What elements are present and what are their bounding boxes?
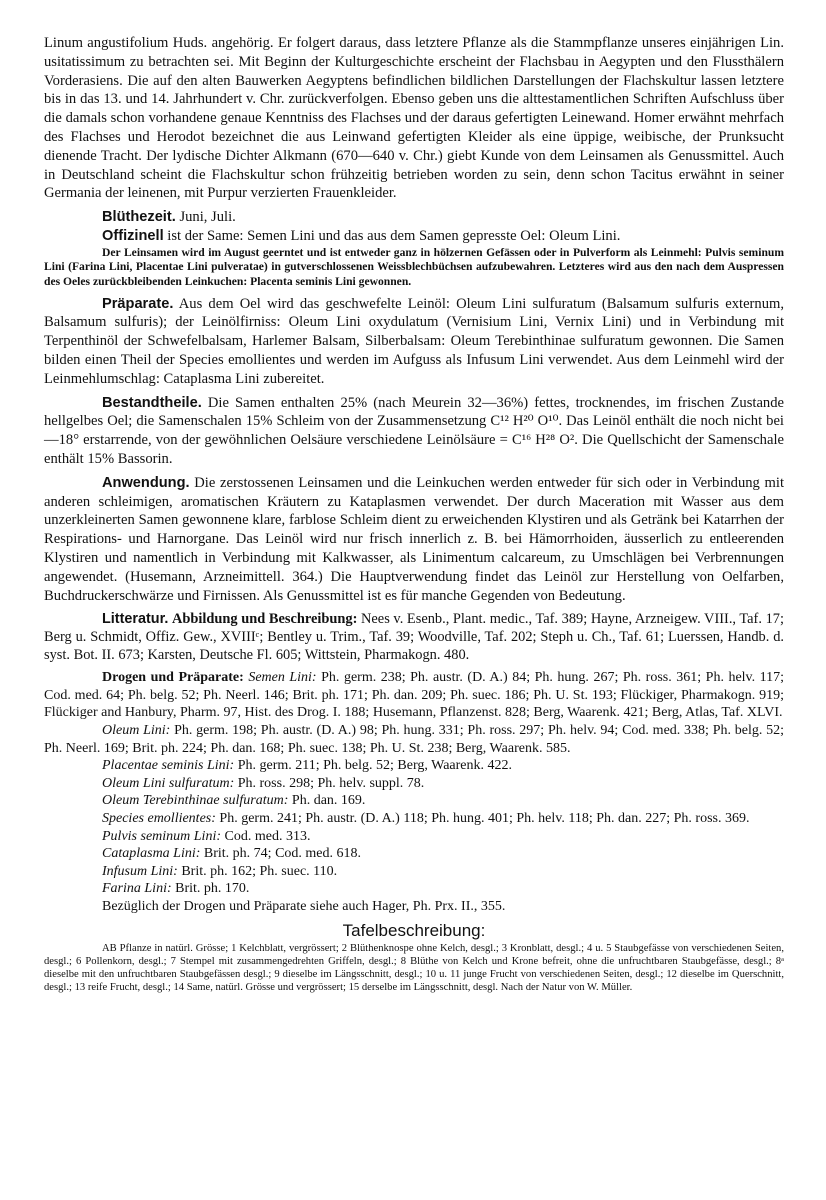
drogen-entry-name: Infusum Lini:: [102, 863, 178, 879]
drogen-entry-text: Brit. ph. 162; Ph. suec. 110.: [181, 863, 338, 879]
drogen-entry-text: Ph. germ. 198; Ph. austr. (D. A.) 98; Ph. hung. 331; Ph. ross. 297; Ph. helv. 94; Cod. med. 338; Ph. belg. 52; Ph. Neerl. 169; Brit. ph. 224; Ph. dan. 168; Ph. suec. 138; Ph. U. St. 238; Berg, Waarenk. 585.: [44, 723, 784, 756]
drogen-entry-text: Brit. ph. 74; Cod. med. 618.: [203, 846, 362, 862]
litteratur-label: Litteratur.: [102, 611, 169, 628]
drogen-entry-4: [44, 792, 784, 810]
offizinell-paragraph: [44, 227, 784, 246]
drogen-entry-name: Oleum Lini:: [102, 723, 171, 739]
drogen-entry-7: [44, 845, 784, 863]
drogen-entry-name: Cataplasma Lini:: [102, 846, 201, 862]
bluetezeit-text: Juni, Juli.: [179, 209, 236, 226]
tafel-title: Tafelbeschreibung:: [342, 920, 486, 940]
drogen-entry-name: Species emollientes:: [102, 811, 216, 827]
drogen-entry-name: Pulvis seminum Lini:: [102, 828, 221, 844]
drogen-entry-text: Ph. germ. 238; Ph. austr. (D. A.) 84; Ph. hung. 267; Ph. ross. 361; Ph. helv. 117; Cod. med. 64; Ph. belg. 52; Ph. Neerl. 146; Brit. ph. 171; Ph. dan. 209; Ph. suec. 186; Ph. U. St. 193; Flückiger, Pharmakogn. 919; Flückiger and Hanbury, Pharm. 97, Hist. des Drog. I. 188; Husemann, Pflanzenst. 828; Berg, Waarenk. 421; Berg, Atlas, Taf. XLVI.: [44, 670, 785, 721]
bluetezeit-label: Blüthezeit.: [102, 209, 176, 226]
litteratur-paragraph: [44, 610, 784, 664]
drogen-label: Drogen und Präparate:: [102, 670, 244, 686]
drogen-entry-6: [44, 828, 784, 846]
drogen-section: [44, 669, 784, 915]
offizinell-text: ist der Same: Semen Lini und das aus dem Samen gepresste Oel: Oleum Lini.: [167, 227, 621, 244]
drogen-entry-name: Semen Lini:: [248, 670, 317, 686]
tafel-caption: AB Pflanze in natürl. Grösse; 1 Kelchblatt, vergrössert; 2 Blüthenknospe ohne Kelch, desgl.; 3 Kronblatt, desgl.; 4 u. 5 Staubgefässe von verschiedenen Seiten, desgl.; 6 Pollenkorn, desgl.; 7 Stempel mit zusammengedrehten Griffeln, desgl.; 8 Blüthe von Kelch und Krone befreit, ohne die unfruchtbaren Staubgefässe, desgl.; 8ᵃ dieselbe mit den unfruchtbaren Staubgefässen desgl.; 9 dieselbe im Längsschnitt, desgl.; 10 u. 11 junge Frucht von verschiedenen Seiten, desgl.; 12 dieselbe im Querschnitt, desgl.; 13 reife Frucht, desgl.; 14 Same, natürl. Grösse und vergrössert; 15 derselbe im Längsschnitt, desgl. Nach der Natur von W. Müller.: [44, 942, 784, 994]
litteratur-text: Nees v. Esenb., Plant. medic., Taf. 389; Hayne, Arzneigew. VIII., Taf. 17; Berg u. Schmidt, Offiz. Gew., XVIIIᶜ; Bentley u. Trim., Taf. 39; Woodville, Taf. 202; Steph u. Ch., Taf. 61; Luerssen, Handb. d. syst. Bot. II. 673; Karsten, Deutsche Fl. 605; Wittstein, Pharmakogn. 480.: [44, 611, 784, 664]
bestandtheile-paragraph: [44, 394, 784, 469]
drogen-entry-2: [44, 757, 784, 775]
drogen-entry-text: Cod. med. 313.: [224, 828, 311, 844]
drogen-entry-text: Brit. ph. 170.: [175, 881, 250, 897]
drogen-entry-name: Farina Lini:: [102, 881, 172, 897]
drogen-entry-9: [44, 880, 784, 898]
bestandtheile-label: Bestandtheile.: [102, 394, 202, 411]
drogen-entry-text: Ph. germ. 211; Ph. belg. 52; Berg, Waarenk. 422.: [237, 758, 513, 774]
drogen-entry-3: [44, 775, 784, 793]
anwendung-text: Die zerstossenen Leinsamen und die Leinkuchen werden entweder für sich oder in Verbindung mit anderen schleimigen, aromatischen Kräutern zu Kataplasmen verwendet. Der durch Maceration mit Wasser aus dem unzerkleinerten Samen gewonnene klare, farblose Schleim dient zu erweichenden Klystiren und als Getränk bei Katarrhen der Respirations- und Harnorgane. Das Leinöl wird nur frisch innerlich z. B. bei Hämorrhoiden, äusserlich zu entleerenden Klystiren und namentlich in Verbindung mit Kalkwasser, als Linimentum calcareum, zu Umschlägen bei Verbrennungen angewendet. (Husemann, Arzneimittell. 364.) Die Hauptverwendung findet das Leinöl zur Herstellung von Oelfarben, Buchdruckerschwärze und Firnissen. Als Genussmittel ist es für manche Gegenden von Bedeutung.: [44, 474, 784, 604]
drogen-entry-name: Placentae seminis Lini:: [102, 758, 235, 774]
litteratur-sublabel: Abbildung und Beschreibung:: [172, 611, 358, 628]
drogen-entry-1: [44, 722, 784, 757]
offizinell-note: Der Leinsamen wird im August geerntet und ist entweder ganz in hölzernen Gefässen oder in Pulverform als Leinmehl: Pulvis seminum Lini (Farina Lini, Placentae Lini pulveratae) in gutverschlossenen Weissblechbüchsen aufzubewahren. Letzteres wird aus den nach dem Auspressen des Oeles zurückbleibenden Leinkuchen: Placenta seminis Lini gewonnen.: [44, 245, 784, 288]
intro-paragraph: Linum angustifolium Huds. angehörig. Er folgert daraus, dass letztere Pflanze als die Stammpflanze unseres einjährigen Lin. usitatissimum zu betrachten sei. Mit Beginn der Kulturgeschichte erscheint der Flachsbau in Aegypten und den Flussthälern Vorderasiens. Die auf den alten Bauwerken Aegyptens befindlichen bildlichen Darstellungen der Flachskultur lassen letztere bis in das 13. und 14. Jahrhundert v. Chr. zurückverfolgen. Ebenso geben uns die alttestamentlichen Schriften Aufschluss über die damals schon vorhandene genaue Kenntniss des Flachses und der daraus gefertigten Leinewand. Homer erwähnt mehrfach des Flachses und Herodot bezeichnet die aus Leinwand gefertigten Kleider als eine üppige, weibische, der Prunksucht dienende Tracht. Der lydische Dichter Alkmann (670—640 v. Chr.) giebt Kunde von dem Leinsamen als Genussmittel. Auch in Deutschland scheint die Flachskultur schon frühzeitig betrieben worden zu sein, denn schon Tacitus erwähnt in seiner Germania der leinenen, mit Purpur verzierten Frauenkleider.: [44, 35, 784, 202]
anwendung-paragraph: [44, 474, 784, 606]
drogen-entry-name: Oleum Lini sulfuratum:: [102, 775, 235, 791]
praeparate-text: Aus dem Oel wird das geschwefelte Leinöl: Oleum Lini sulfuratum (Balsamum sulfuris externum, Balsamum sulfuris); der Leinölfirniss: Oleum Lini oxydulatum (Vernisium Lini, Vernix Lini) und in Verbindung mit Terpenthinöl der Schwefelbalsam, Harlemer Balsam, Silberbalsam: Oleum Terebinthinae sulfuratum gewonnen. Die Samen bilden einen Theil der Species emollientes und werden im Aufguss als Infusum Lini verwendet. Aus dem Leinmehl wird der Leinmehlumschlag: Cataplasma Lini zubereitet.: [44, 295, 785, 387]
drogen-entry-text: Ph. germ. 241; Ph. austr. (D. A.) 118; Ph. hung. 401; Ph. helv. 118; Ph. dan. 227; Ph. ross. 369.: [219, 811, 750, 827]
drogen-entry-name: Oleum Terebinthinae sulfuratum:: [102, 793, 289, 809]
offizinell-label: Offizinell: [102, 227, 164, 244]
drogen-entry-5: [44, 810, 784, 828]
drogen-entry-text: Ph. ross. 298; Ph. helv. suppl. 78.: [237, 775, 425, 791]
drogen-entry-0: [44, 669, 784, 722]
litteratur-section: [44, 610, 784, 664]
bestandtheile-text: Die Samen enthalten 25% (nach Meurein 32—36%) fettes, trocknendes, im frischen Zustande hellgelbes Oel; die Samenschalen 15% Schleim von der Zusammensetzung C¹² H²⁰ O¹⁰. Das Leinöl enthält die noch nicht bei —18° erstarrende, von der gewöhnlichen Oelsäure verschiedene Leinölsäure = C¹⁶ H²⁸ O². Die Quellschicht der Samenschale enthält 15% Bassorin.: [44, 394, 784, 467]
drogen-entry-8: [44, 863, 784, 881]
praeparate-paragraph: [44, 295, 784, 389]
drogen-footer: Bezüglich der Drogen und Präparate siehe auch Hager, Ph. Prx. II., 355.: [102, 899, 506, 915]
praeparate-label: Präparate.: [102, 295, 174, 312]
bluetezeit-paragraph: [44, 208, 784, 227]
anwendung-label: Anwendung.: [102, 474, 190, 491]
document-page: [44, 34, 784, 994]
drogen-entry-text: Ph. dan. 169.: [291, 793, 366, 809]
